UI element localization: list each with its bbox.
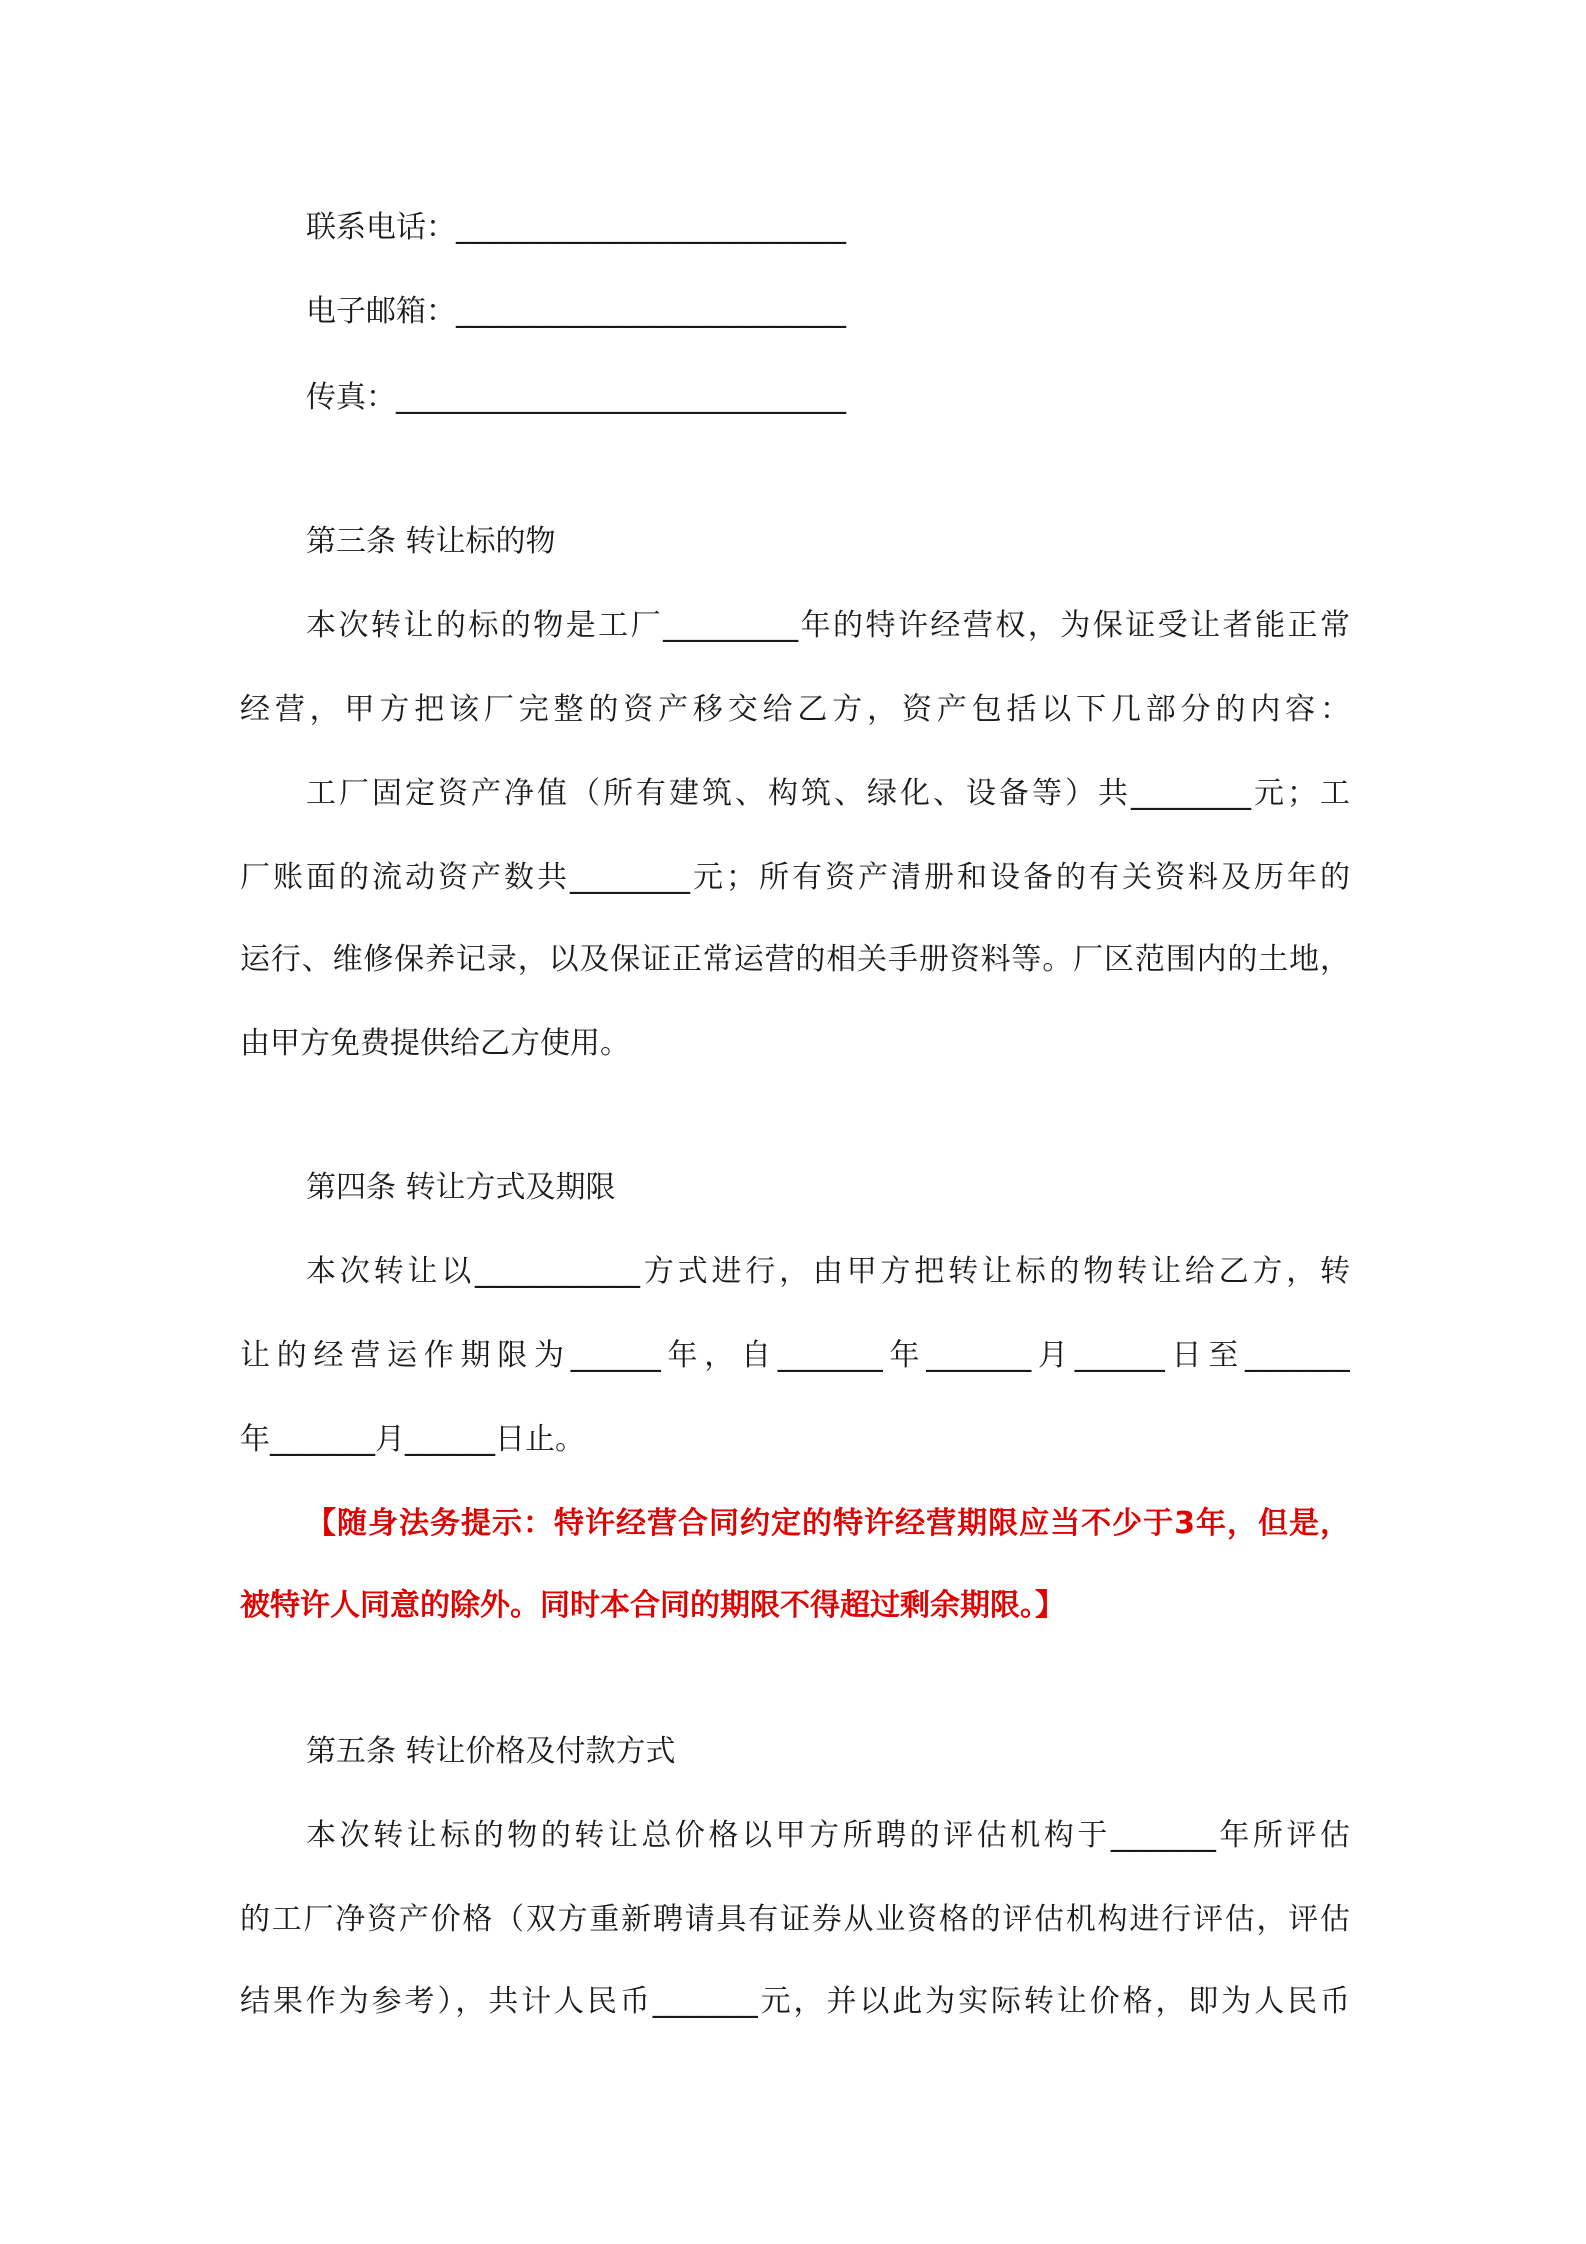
- article4-line: 本次转让以___________方式进行，由甲方把转让标的物转让给乙方，转: [306, 1254, 1350, 1289]
- legal-tip-line: 【随身法务提示：特许经营合同约定的特许经营期限应当不少于3年，但是，: [306, 1506, 1350, 1541]
- contact-email-line: 电子邮箱：__________________________: [306, 294, 846, 329]
- article5-line: 结果作为参考），共计人民币_______元，并以此为实际转让价格，即为人民币: [240, 1984, 1350, 2019]
- article3-line: 运行、维修保养记录，以及保证正常运营的相关手册资料等。厂区范围内的土地，: [240, 942, 1350, 977]
- article5-line: 本次转让标的物的转让总价格以甲方所聘的评估机构于_______年所评估: [306, 1818, 1350, 1853]
- article3-line: 工厂固定资产净值（所有建筑、构筑、绿化、设备等）共________元；工: [306, 776, 1350, 811]
- article5-line: 的工厂净资产价格（双方重新聘请具有证券从业资格的评估机构进行评估，评估: [240, 1902, 1350, 1937]
- article4-line: 年_______月______日止。: [240, 1422, 585, 1457]
- article5-title: 第五条 转让价格及付款方式: [306, 1734, 676, 1769]
- contact-fax-line: 传真：______________________________: [306, 380, 846, 415]
- article4-title: 第四条 转让方式及期限: [306, 1170, 616, 1205]
- article3-line: 经营，甲方把该厂完整的资产移交给乙方，资产包括以下几部分的内容：: [240, 692, 1350, 727]
- article3-line: 本次转让的标的物是工厂_________年的特许经营权，为保证受让者能正常: [306, 608, 1350, 643]
- contact-phone-line: 联系电话：__________________________: [306, 210, 846, 245]
- article4-line: 让的经营运作期限为______年，自_______年_______月______日至_______: [240, 1338, 1350, 1373]
- article3-line: 由甲方免费提供给乙方使用。: [240, 1026, 630, 1061]
- article3-title: 第三条 转让标的物: [306, 524, 556, 559]
- article3-line: 厂账面的流动资产数共________元；所有资产清册和设备的有关资料及历年的: [240, 860, 1350, 895]
- legal-tip-line: 被特许人同意的除外。同时本合同的期限不得超过剩余期限。】: [240, 1588, 1065, 1623]
